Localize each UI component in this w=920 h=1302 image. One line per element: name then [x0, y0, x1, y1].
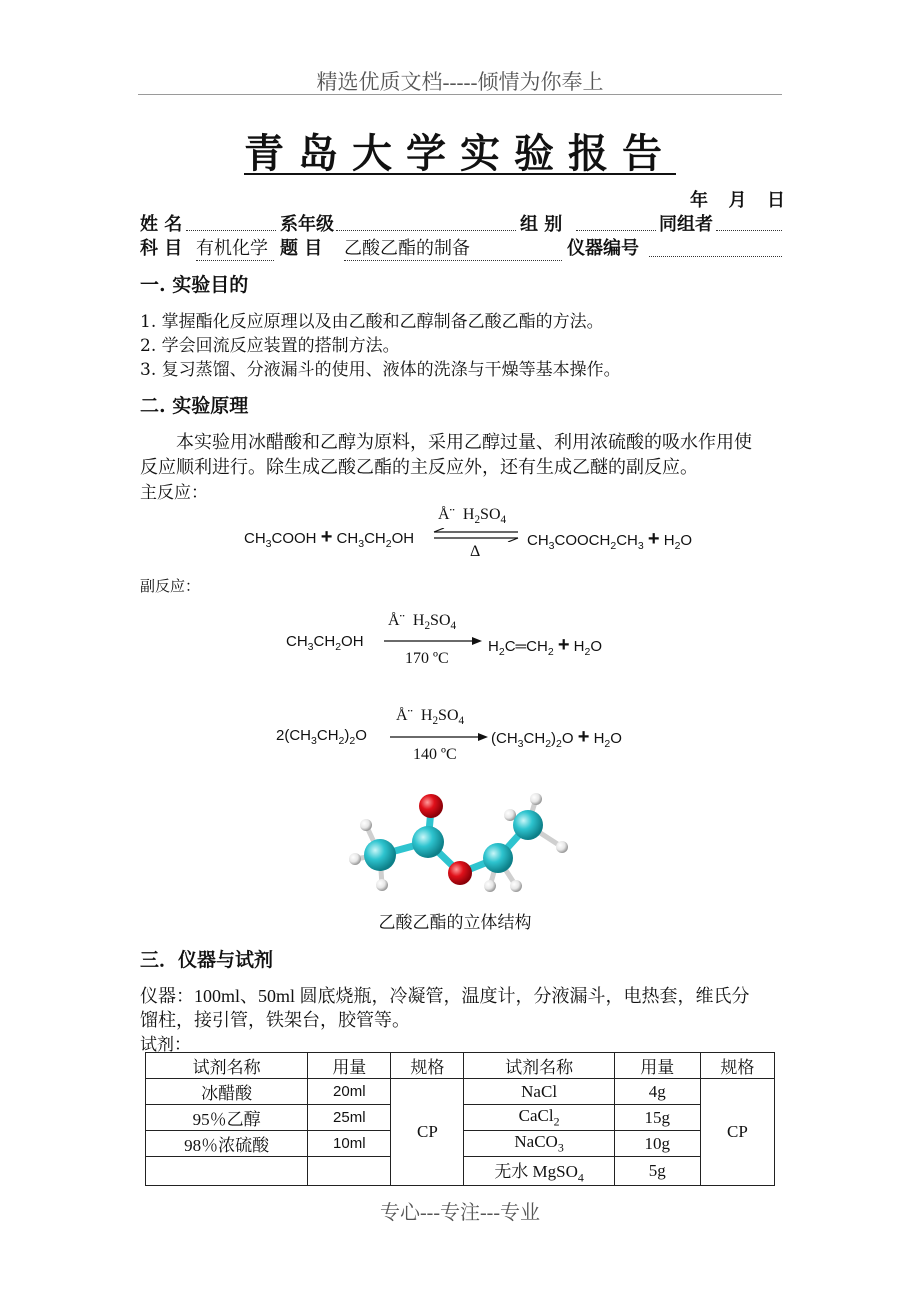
- heat-symbol: Δ: [470, 543, 481, 560]
- amount-cell: 10g: [614, 1131, 700, 1157]
- subject-label: 科 目: [140, 238, 183, 259]
- name-field: [186, 210, 276, 231]
- reagent-name-cell: 95％乙醇: [146, 1105, 308, 1131]
- grade-field: [336, 210, 516, 231]
- hydrogen-atom: [376, 879, 388, 891]
- oxygen-atom: [448, 861, 472, 885]
- amount-cell: 20ml: [308, 1079, 391, 1105]
- date-line: [690, 186, 785, 212]
- side-reaction1-reactant: $CH_3CH_2OH$: [286, 633, 364, 653]
- equilibrium-arrow: [432, 528, 522, 542]
- column-header: 规格: [700, 1053, 774, 1079]
- reaction-arrow: [382, 635, 484, 647]
- catalyst-mark: Å¨: [388, 612, 405, 629]
- objective-item: 2. 学会回流反应装置的搭制方法。: [140, 336, 400, 356]
- amount-cell: [308, 1157, 391, 1186]
- main-reaction-catalyst: Å¨ $H_2SO_4$: [438, 506, 507, 527]
- side-reaction-label: 副反应：: [140, 577, 201, 595]
- instrument-label: 仪器编号: [567, 238, 639, 259]
- reagent-label: 试剂：: [140, 1035, 191, 1055]
- principle-line2: 反应顺利进行。除生成乙酸乙酯的主反应外，还有生成乙醚的副反应。: [140, 457, 698, 478]
- grade-cell: CP: [700, 1079, 774, 1186]
- side-reaction2-catalyst: Å¨ $H_2SO_4$: [396, 707, 465, 728]
- page-header: 精选优质文档-----倾情为你奉上: [316, 70, 604, 94]
- ethyl-acetate-3d-model: [340, 785, 580, 905]
- side-reaction2-products: $(CH_3CH_2)_2O + H_2O$: [491, 726, 622, 750]
- hydrogen-atom: [349, 853, 361, 865]
- catalyst-mark: Å¨: [396, 707, 413, 724]
- reagent-table: [145, 1052, 775, 1186]
- month-label: 月: [728, 190, 747, 211]
- group-field: [576, 210, 656, 231]
- section1-heading: 一. 实验目的: [140, 274, 249, 296]
- reagent-name-cell: CaCl$_2$: [464, 1105, 614, 1131]
- topic-label: 题 目: [280, 238, 323, 259]
- partner-label: 同组者: [659, 214, 713, 235]
- instrument-field: [649, 234, 782, 257]
- year-label: 年: [690, 190, 708, 211]
- amount-cell: 5g: [614, 1157, 700, 1186]
- topic-value: 乙酸乙酯的制备: [344, 234, 562, 261]
- carbon-atom: [412, 826, 444, 858]
- column-header: 试剂名称: [464, 1053, 614, 1079]
- objective-item: 1. 掌握酯化反应原理以及由乙酸和乙醇制备乙酸乙酯的方法。: [140, 312, 604, 332]
- hydrogen-atom: [530, 793, 542, 805]
- main-reaction-products: $CH_3COOCH_2CH_3 + H_2O$: [527, 528, 693, 552]
- amount-cell: 10ml: [308, 1131, 391, 1157]
- side-reaction2-temp: 140 ºC: [413, 746, 457, 763]
- carbon-atom: [483, 843, 513, 873]
- hydrogen-atom: [360, 819, 372, 831]
- reagent-name-cell: 98％浓硫酸: [146, 1131, 308, 1157]
- column-header: 试剂名称: [146, 1053, 308, 1079]
- amount-cell: 25ml: [308, 1105, 391, 1131]
- grade-label: 系年级: [280, 214, 334, 235]
- reagent-name-cell: NaCl: [464, 1079, 614, 1105]
- catalyst-mark: Å¨: [438, 506, 455, 523]
- instrument-line1: 仪器：100ml、50ml 圆底烧瓶，冷凝管，温度计，分液漏斗，电热套，维氏分: [140, 986, 750, 1006]
- partner-field: [716, 210, 782, 231]
- amount-cell: 15g: [614, 1105, 700, 1131]
- column-header: 规格: [391, 1053, 464, 1079]
- molecule-caption: 乙酸乙酯的立体结构: [378, 913, 532, 933]
- table-header-row: [146, 1053, 775, 1079]
- side-reaction1-products: $H_2C═CH_2 + H_2O$: [488, 634, 603, 658]
- side-reaction1-temp: 170 ºC: [405, 650, 449, 667]
- carbon-atom: [513, 810, 543, 840]
- hydrogen-atom: [556, 841, 568, 853]
- amount-cell: 4g: [614, 1079, 700, 1105]
- instrument-line2: 馏柱，接引管，铁架台，胶管等。: [140, 1010, 410, 1030]
- main-reaction-reactants: $CH_3COOH + CH_3CH_2OH$: [244, 526, 415, 550]
- header-rule: [138, 94, 782, 95]
- group-label: 组 别: [520, 214, 563, 235]
- section3-heading: 三．仪器与试剂: [140, 949, 274, 971]
- main-reaction-label: 主反应：: [140, 483, 208, 503]
- subject-value: 有机化学: [196, 234, 274, 261]
- hydrogen-atom: [484, 880, 496, 892]
- hydrogen-atom: [510, 880, 522, 892]
- table-row: [146, 1079, 775, 1105]
- reaction-arrow: [388, 731, 490, 743]
- principle-line1: 本实验用冰醋酸和乙醇为原料，采用乙醇过量、利用浓硫酸的吸水作用使: [176, 432, 752, 453]
- side-reaction2-reactant: $2(CH_3CH_2)_2O$: [276, 727, 367, 747]
- column-header: 用量: [308, 1053, 391, 1079]
- reagent-name-cell: 无水 MgSO$_4$: [464, 1157, 614, 1186]
- report-title-text: 青岛大学实验报告: [244, 130, 676, 177]
- page-footer: 专心---专注---专业: [380, 1202, 540, 1224]
- report-title: [0, 122, 920, 179]
- name-label: 姓 名: [140, 214, 183, 235]
- grade-cell: CP: [391, 1079, 464, 1186]
- day-label: 日: [767, 190, 785, 211]
- column-header: 用量: [614, 1053, 700, 1079]
- reagent-name-cell: 冰醋酸: [146, 1079, 308, 1105]
- side-reaction1-catalyst: Å¨ $H_2SO_4$: [388, 612, 457, 633]
- reagent-name-cell: NaCO$_3$: [464, 1131, 614, 1157]
- oxygen-atom: [419, 794, 443, 818]
- reagent-name-cell: [146, 1157, 308, 1186]
- section2-heading: 二. 实验原理: [140, 395, 249, 417]
- carbon-atom: [364, 839, 396, 871]
- objective-item: 3. 复习蒸馏、分液漏斗的使用、液体的洗涤与干燥等基本操作。: [140, 360, 621, 380]
